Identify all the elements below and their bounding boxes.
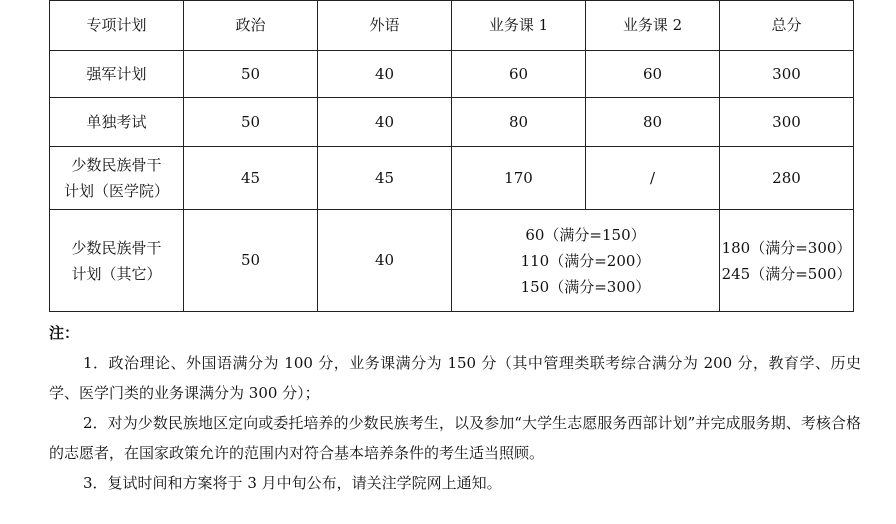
note-item-3: 3．复试时间和方案将于 3 月中旬公布，请关注学院网上通知。	[83, 474, 502, 492]
course-score-line: 60（满分=150）	[525, 225, 646, 244]
header-plan: 专项计划	[50, 1, 184, 51]
cell-course-1: 80	[452, 98, 586, 147]
header-language: 外语	[318, 1, 452, 51]
cell-plan-name	[50, 147, 184, 210]
note-item-1: 1．政治理论、外国语满分为 100 分，业务课满分为 150 分（其中管理类联考综合满分为 200 分，教育学、历史学、医学门类的业务课满分为 300 分）；	[49, 354, 861, 402]
cell-plan-name	[50, 210, 184, 312]
cell-total: 280	[720, 147, 854, 210]
cell-politics: 45	[184, 147, 318, 210]
notes-section	[49, 318, 861, 498]
header-politics: 政治	[184, 1, 318, 51]
table-row	[50, 98, 854, 147]
cell-politics: 50	[184, 98, 318, 147]
cell-total: 300	[720, 98, 854, 147]
cell-course-merged	[452, 210, 720, 312]
plan-name-line: 计划（其它）	[71, 264, 162, 283]
cell-course-2: 80	[586, 98, 720, 147]
table-row	[50, 147, 854, 210]
table-row	[50, 210, 854, 312]
cell-politics: 50	[184, 210, 318, 312]
cell-course-1: 170	[452, 147, 586, 210]
total-score-line: 245（满分=500）	[721, 264, 852, 283]
cell-language: 40	[318, 210, 452, 312]
plan-name-line: 少数民族骨干	[71, 238, 162, 257]
plan-name-line: 计划（医学院）	[63, 182, 169, 200]
cell-plan-name: 强军计划	[50, 51, 184, 98]
header-course-1: 业务课 1	[452, 1, 586, 51]
cell-course-1: 60	[452, 51, 586, 98]
total-score-line: 180（满分=300）	[721, 238, 852, 257]
cell-language: 40	[318, 51, 452, 98]
header-course-2: 业务课 2	[586, 1, 720, 51]
score-requirements-table	[49, 0, 854, 312]
cell-language: 40	[318, 98, 452, 147]
note-item-2: 2．对为少数民族地区定向或委托培养的少数民族考生，以及参加“大学生志愿服务西部计划”并完成服务期、考核合格的志愿者，在国家政策允许的范围内对符合基本培养条件的考生适当照顾。	[49, 414, 861, 462]
notes-title: 注：	[49, 324, 80, 342]
cell-total	[720, 210, 854, 312]
cell-total: 300	[720, 51, 854, 98]
course-score-line: 110（满分=200）	[520, 251, 651, 270]
table-header-row	[50, 1, 854, 51]
cell-language: 45	[318, 147, 452, 210]
course-score-line: 150（满分=300）	[520, 277, 651, 296]
plan-name-line: 少数民族骨干	[71, 156, 162, 174]
cell-politics: 50	[184, 51, 318, 98]
cell-course-2: 60	[586, 51, 720, 98]
header-total: 总分	[720, 1, 854, 51]
cell-course-2: /	[586, 147, 720, 210]
cell-plan-name: 单独考试	[50, 98, 184, 147]
table-row	[50, 51, 854, 98]
